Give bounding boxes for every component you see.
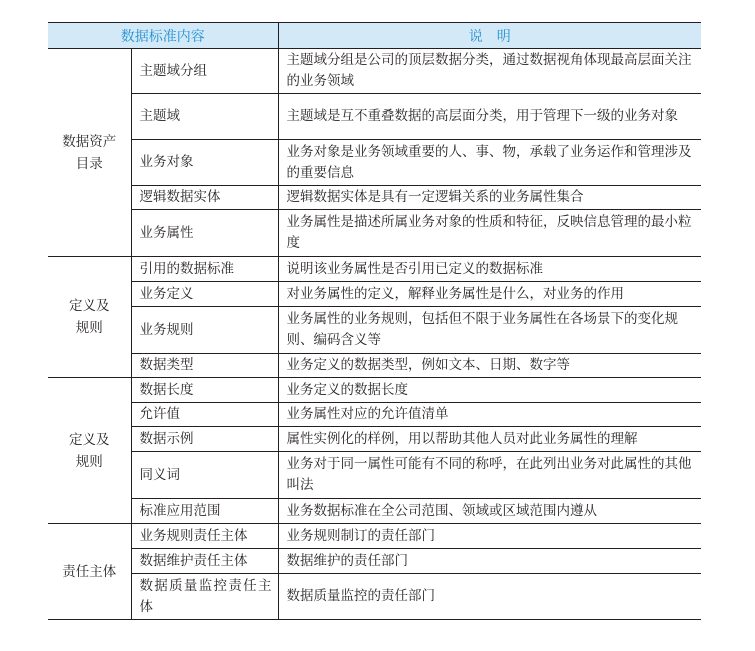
table-row <box>48 574 701 620</box>
table-row <box>48 403 701 427</box>
table-row <box>48 378 701 403</box>
field-cell: 数据维护责任主体 <box>131 549 278 574</box>
field-cell: 主题域 <box>131 94 278 140</box>
data-standard-table <box>48 22 701 620</box>
category-cell: 定义及规则 <box>48 378 131 524</box>
field-cell: 数据示例 <box>131 427 278 452</box>
field-cell: 业务规则 <box>131 307 278 354</box>
description-cell: 业务对于同一属性可能有不同的称呼，在此列出业务对此属性的其他叫法 <box>278 452 701 499</box>
field-cell: 同义词 <box>131 452 278 499</box>
field-cell: 允许值 <box>131 403 278 427</box>
category-cell: 定义及规则 <box>48 257 131 378</box>
table-row <box>48 94 701 140</box>
description-cell: 对业务属性的定义，解释业务属性是什么，对业务的作用 <box>278 282 701 307</box>
table-header-row <box>48 23 701 49</box>
category-cell: 数据资产目录 <box>48 49 131 257</box>
description-cell: 数据维护的责任部门 <box>278 549 701 574</box>
field-cell: 数据类型 <box>131 354 278 378</box>
table-row <box>48 307 701 354</box>
description-cell: 业务定义的数据长度 <box>278 378 701 403</box>
table-row <box>48 499 701 524</box>
table-row <box>48 282 701 307</box>
table-row <box>48 49 701 94</box>
field-cell: 业务规则责任主体 <box>131 524 278 549</box>
description-cell: 业务对象是业务领域重要的人、事、物，承载了业务运作和管理涉及的重要信息 <box>278 140 701 186</box>
table-row <box>48 257 701 282</box>
table-row <box>48 140 701 186</box>
field-cell: 业务对象 <box>131 140 278 186</box>
table-row <box>48 354 701 378</box>
description-cell: 数据质量监控的责任部门 <box>278 574 701 620</box>
description-cell: 业务数据标准在全公司范围、领域或区域范围内遵从 <box>278 499 701 524</box>
description-cell: 业务属性对应的允许值清单 <box>278 403 701 427</box>
field-cell: 主题域分组 <box>131 49 278 94</box>
table-row <box>48 427 701 452</box>
field-cell: 标准应用范围 <box>131 499 278 524</box>
table-row <box>48 186 701 210</box>
description-cell: 说明该业务属性是否引用已定义的数据标准 <box>278 257 701 282</box>
field-cell: 业务属性 <box>131 210 278 257</box>
field-cell: 引用的数据标准 <box>131 257 278 282</box>
category-cell: 责任主体 <box>48 524 131 620</box>
header-description: 说明 <box>278 23 701 49</box>
description-cell: 属性实例化的样例，用以帮助其他人员对此业务属性的理解 <box>278 427 701 452</box>
field-cell: 数据质量监控责任主体 <box>131 574 278 620</box>
table-row <box>48 452 701 499</box>
field-cell: 逻辑数据实体 <box>131 186 278 210</box>
table-row <box>48 549 701 574</box>
description-cell: 业务规则制订的责任部门 <box>278 524 701 549</box>
description-cell: 主题域分组是公司的顶层数据分类，通过数据视角体现最高层面关注的业务领域 <box>278 49 701 94</box>
field-cell: 数据长度 <box>131 378 278 403</box>
field-cell: 业务定义 <box>131 282 278 307</box>
description-cell: 业务定义的数据类型，例如文本、日期、数字等 <box>278 354 701 378</box>
description-cell: 业务属性是描述所属业务对象的性质和特征，反映信息管理的最小粒度 <box>278 210 701 257</box>
header-content: 数据标准内容 <box>48 23 278 49</box>
table-row <box>48 524 701 549</box>
description-cell: 逻辑数据实体是具有一定逻辑关系的业务属性集合 <box>278 186 701 210</box>
description-cell: 业务属性的业务规则，包括但不限于业务属性在各场景下的变化规则、编码含义等 <box>278 307 701 354</box>
table-row <box>48 210 701 257</box>
description-cell: 主题域是互不重叠数据的高层面分类，用于管理下一级的业务对象 <box>278 94 701 140</box>
